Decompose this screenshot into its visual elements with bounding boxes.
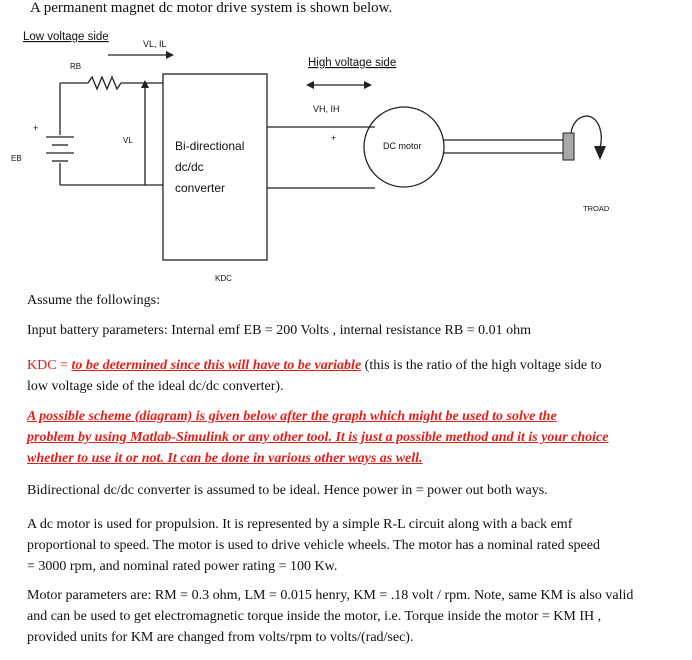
- motor-description: [27, 514, 691, 577]
- low-voltage-side-label: Low voltage side: [23, 31, 109, 43]
- motor-line-2: proportional to speed. The motor is used to drive vehicle wheels. The motor has a nominal rated speed: [27, 538, 600, 553]
- motor-line-1: A dc motor is used for propulsion. It is represented by a simple R-L circuit along with a back emf: [27, 517, 573, 532]
- kdc-paragraph: [27, 355, 691, 397]
- converter-label-line1: Bi-directional: [175, 139, 245, 153]
- rb-label: RB: [70, 62, 82, 71]
- page-title: A permanent magnet dc motor drive system is shown below.: [30, 0, 393, 16]
- converter-label-line2: dc/dc: [175, 160, 204, 174]
- kdc-label: KDC: [215, 274, 232, 283]
- kdc-rest-2: low voltage side of the ideal dc/dc converter).: [27, 379, 284, 394]
- params-line-1: Motor parameters are: RM = 0.3 ohm, LM = 0.015 henry, KM = .18 volt / rpm. Note, same KM is also valid: [27, 588, 634, 603]
- high-voltage-side-label: High voltage side: [308, 57, 397, 69]
- low-voltage-arrow-label: VL, IL: [143, 39, 167, 49]
- motor-line-3: = 3000 rpm, and nominal rated power rating = 100 Kw.: [27, 559, 338, 574]
- vl-label: VL: [123, 136, 133, 145]
- scheme-line-3: whether to use it or not. It can be done in various other ways as well.: [27, 451, 423, 466]
- kdc-prefix: KDC =: [27, 358, 72, 373]
- eb-label: EB: [11, 154, 22, 163]
- params-line-2: and can be used to get electromagnetic torque inside the motor, i.e. Torque inside the motor = KM IH ,: [27, 609, 602, 624]
- converter-label-line3: converter: [175, 181, 226, 195]
- kdc-red-note: to be determined since this will have to be variable: [71, 358, 362, 373]
- params-line-3: provided units for KM are changed from volts/rpm to volts/(rad/sec).: [27, 630, 414, 645]
- troad-label: TROAD: [583, 204, 610, 213]
- dc-motor-label: DC motor: [383, 141, 422, 151]
- high-voltage-arrow-label: VH, IH: [313, 104, 340, 114]
- assume-heading: Assume the followings:: [27, 293, 160, 308]
- scheme-note: [27, 406, 691, 469]
- scheme-line-1: A possible scheme (diagram) is given below after the graph which might be used to solve the: [27, 409, 557, 424]
- motor-drive-diagram: [0, 0, 692, 300]
- scheme-line-2: problem by using Matlab-Simulink or any other tool. It is just a possible method and it is your choice: [27, 430, 609, 445]
- plus-sign-left: +: [33, 123, 39, 133]
- plus-sign-right: +: [331, 133, 337, 143]
- input-parameters: Input battery parameters: Internal emf EB = 200 Volts , internal resistance RB = 0.01 ohm: [27, 323, 531, 338]
- kdc-rest-1: (this is the ratio of the high voltage side to: [361, 358, 602, 373]
- bidirectional-note: Bidirectional dc/dc converter is assumed to be ideal. Hence power in = power out both ways.: [27, 483, 548, 498]
- motor-parameters: [27, 585, 691, 648]
